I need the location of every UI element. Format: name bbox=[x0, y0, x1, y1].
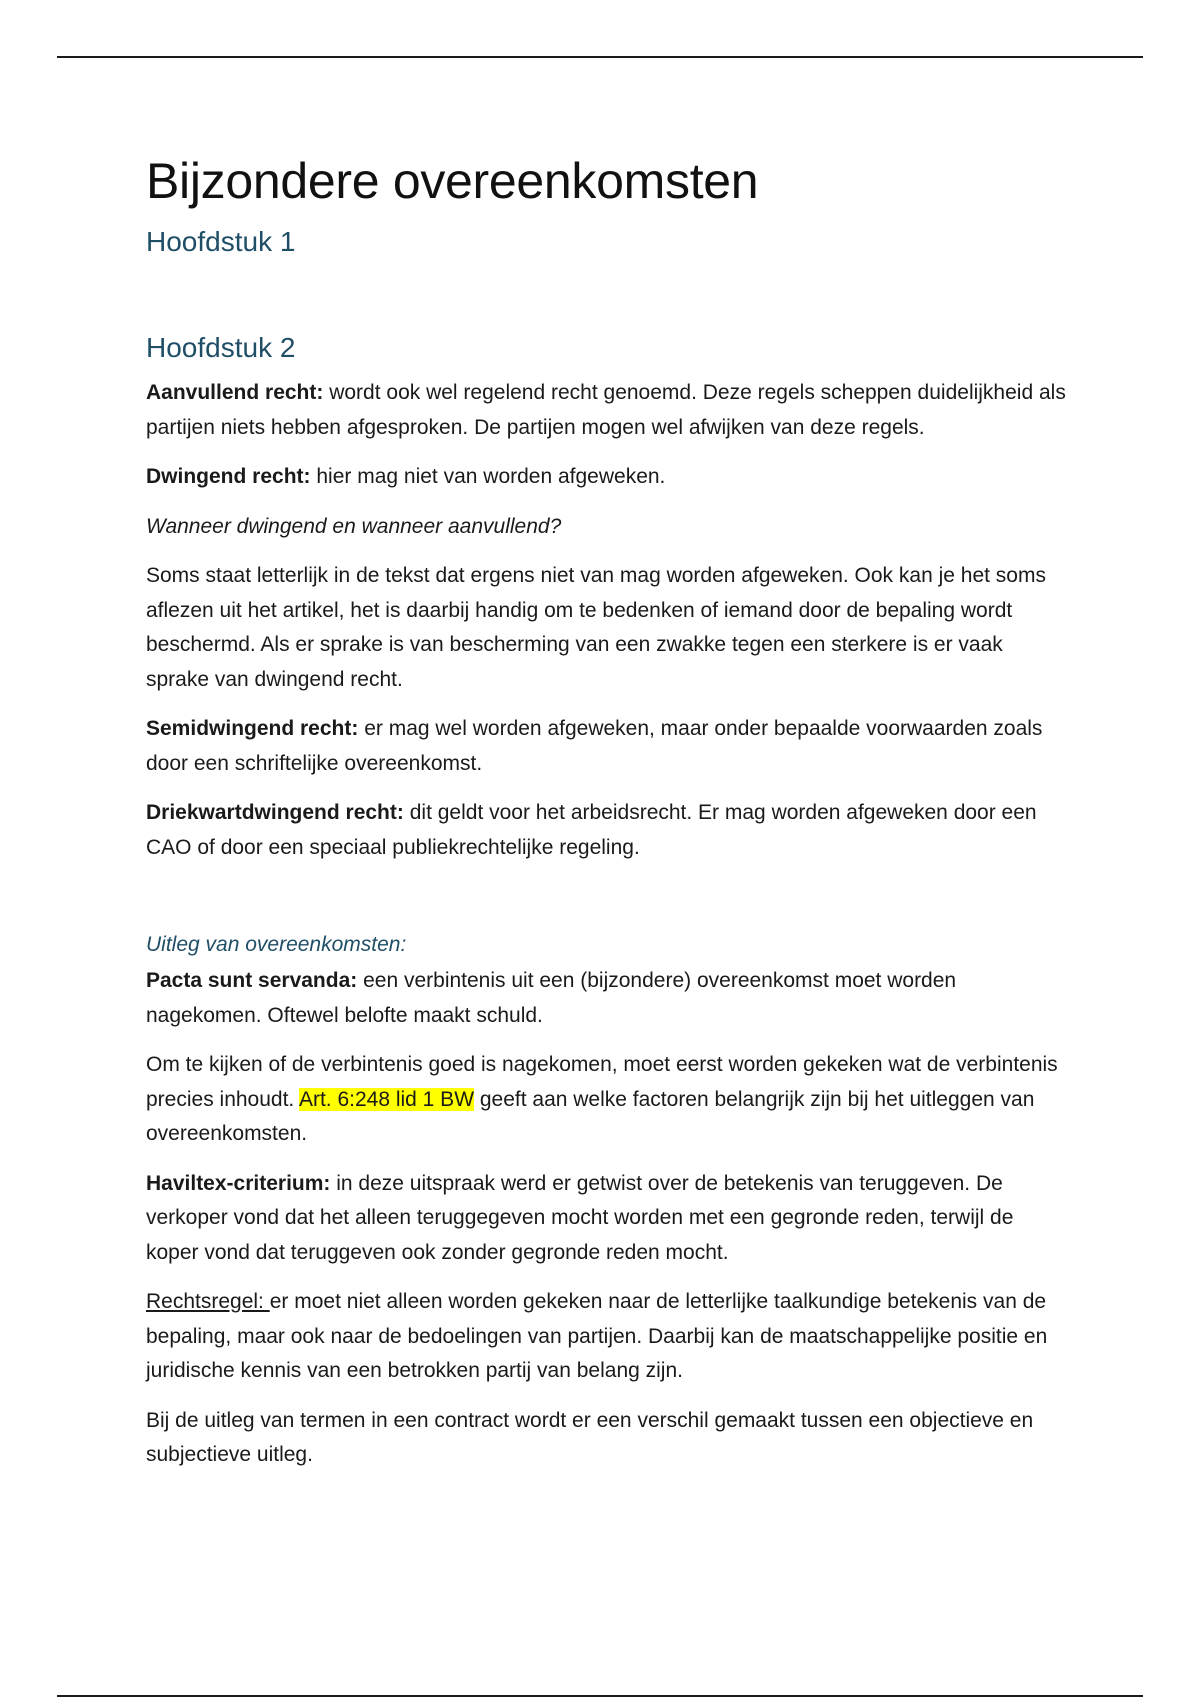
page-bottom-rule bbox=[57, 1695, 1143, 1697]
definition-driekwartdwingend-recht: dit geldt voor het arbeidsrecht. Er mag worden afgeweken door een CAO of door een speciaal publiekrechtelijke regeling. bbox=[146, 801, 1037, 859]
paragraph-uitleg-termen: Bij de uitleg van termen in een contract wordt er een verschil gemaakt tussen een objectieve en subjectieve uitleg. bbox=[146, 1408, 1034, 1466]
question-dwingend-aanvullend: Wanneer dwingend en wanneer aanvullend? bbox=[146, 514, 562, 538]
paragraph-rechtsregel bbox=[146, 1285, 1066, 1389]
term-haviltex-criterium: Haviltex-criterium: bbox=[146, 1171, 331, 1195]
definition-haviltex-criterium: in deze uitspraak werd er getwist over de betekenis van teruggeven. De verkoper vond dat het alleen teruggegeven mocht worden met een gegronde reden, terwijl de koper vond dat teruggeven ook zonder gegronde reden mocht. bbox=[146, 1171, 1014, 1264]
term-aanvullend-recht: Aanvullend recht: bbox=[146, 381, 324, 404]
paragraph-haviltex-criterium bbox=[146, 1167, 1066, 1271]
document-body bbox=[146, 150, 1066, 1488]
definition-aanvullend-recht: wordt ook wel regelend recht genoemd. Deze regels scheppen duidelijkheid als partijen niets hebben afgesproken. De partijen mogen wel afwijken van deze regels. bbox=[146, 381, 1066, 439]
paragraph-dwingend-recht bbox=[146, 460, 1066, 495]
paragraph-soms: Soms staat letterlijk in de tekst dat ergens niet van mag worden afgeweken. Ook kan je het soms aflezen uit het artikel, het is daarbij handig om te bedenken of iemand door de bepaling wordt beschermd. Als er sprake is van bescherming van een zwakke tegen een sterkere is er vaak sprake van dwingend recht. bbox=[146, 564, 1046, 691]
verbintenis-text-before: Om te kijken of de verbintenis goed is nagekomen, moet eerst worden gekeken wat de verbintenis precies inhoudt. bbox=[146, 1053, 1058, 1111]
verbintenis-text-after: geeft aan welke factoren belangrijk zijn bij het uitleggen van overeenkomsten. bbox=[146, 1087, 1035, 1145]
definition-dwingend-recht: hier mag niet van worden afgeweken. bbox=[310, 465, 666, 488]
paragraph-semidwingend-recht bbox=[146, 712, 1066, 781]
definition-semidwingend-recht: er mag wel worden afgeweken, maar onder bepaalde voorwaarden zoals door een schriftelijke overeenkomst. bbox=[146, 717, 1043, 775]
definition-pacta-sunt-servanda: een verbintenis uit een (bijzondere) overeenkomst moet worden nagekomen. Oftewel belofte maakt schuld. bbox=[146, 969, 957, 1027]
subheading-uitleg-overeenkomsten: Uitleg van overeenkomsten: bbox=[146, 933, 407, 956]
chapter-1-heading: Hoofdstuk 1 bbox=[146, 226, 296, 257]
chapter-2-heading: Hoofdstuk 2 bbox=[146, 332, 296, 363]
term-pacta-sunt-servanda: Pacta sunt servanda: bbox=[146, 969, 358, 992]
paragraph-driekwartdwingend-recht bbox=[146, 796, 1066, 865]
term-dwingend-recht: Dwingend recht: bbox=[146, 465, 311, 488]
paragraph-aanvullend-recht bbox=[146, 376, 1066, 445]
paragraph-pacta-sunt-servanda bbox=[146, 964, 1066, 1033]
page-top-rule bbox=[57, 56, 1143, 58]
term-semidwingend-recht: Semidwingend recht: bbox=[146, 717, 359, 740]
document-title: Bijzondere overeenkomsten bbox=[146, 153, 759, 209]
highlighted-article-reference: Art. 6:248 lid 1 BW bbox=[298, 1087, 475, 1111]
definition-rechtsregel: er moet niet alleen worden gekeken naar de letterlijke taalkundige betekenis van de bepaling, maar ook naar de bedoelingen van partijen. Daarbij kan de maatschappelijke positie en juridische kennis van een betrokken partij van belang zijn. bbox=[146, 1290, 1048, 1382]
term-driekwartdwingend-recht: Driekwartdwingend recht: bbox=[146, 801, 404, 824]
term-rechtsregel: Rechtsregel: bbox=[146, 1290, 270, 1313]
paragraph-verbintenis bbox=[146, 1048, 1066, 1152]
